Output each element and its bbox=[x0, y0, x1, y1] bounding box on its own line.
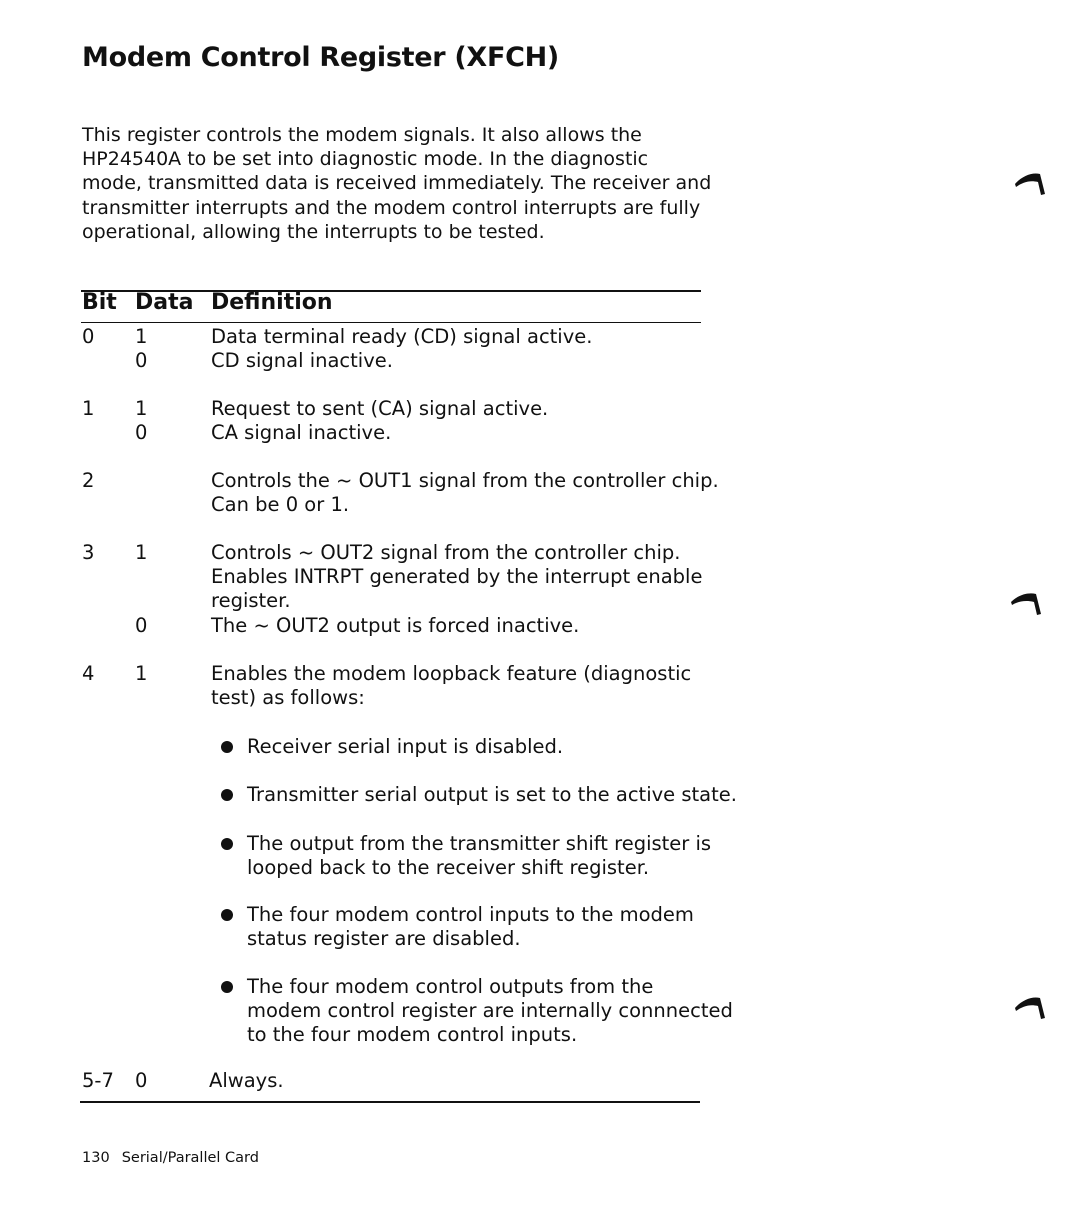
intro-paragraph bbox=[82, 123, 712, 244]
bullet-line: The four modem control inputs to the modem bbox=[247, 903, 694, 926]
bullet-icon bbox=[221, 981, 233, 993]
bullet-icon bbox=[221, 741, 233, 753]
definition-line: Enables INTRPT generated by the interrupt enable bbox=[211, 565, 703, 588]
cell-data: 0 bbox=[135, 349, 148, 372]
cell-data: 1 bbox=[135, 397, 148, 420]
cell-definition: Data terminal ready (CD) signal active. bbox=[211, 325, 593, 348]
bullet-line: Transmitter serial output is set to the active state. bbox=[247, 783, 737, 806]
table-header-rule bbox=[81, 322, 701, 323]
cell-definition: CA signal inactive. bbox=[211, 421, 392, 444]
definition-line: register. bbox=[211, 589, 291, 612]
bullet-icon bbox=[221, 838, 233, 850]
intro-line: transmitter interrupts and the modem control interrupts are fully bbox=[82, 196, 701, 219]
cell-bit: 3 bbox=[82, 541, 95, 564]
cell-definition: Always. bbox=[209, 1069, 284, 1092]
cell-data: 1 bbox=[135, 662, 148, 685]
cell-bit: 1 bbox=[82, 397, 95, 420]
table-bottom-rule bbox=[80, 1101, 700, 1103]
cell-bit: 4 bbox=[82, 662, 95, 685]
cell-bit: 5-7 bbox=[82, 1069, 114, 1092]
bullet-line: to the four modem control inputs. bbox=[247, 1023, 578, 1046]
definition-line: Controls the ~ OUT1 signal from the controller chip. bbox=[211, 469, 719, 492]
bullet-item bbox=[247, 975, 733, 1047]
cell-bit: 0 bbox=[82, 325, 95, 348]
section-name: Serial/Parallel Card bbox=[121, 1150, 259, 1166]
bullet-line: The output from the transmitter shift register is bbox=[247, 832, 712, 855]
cell-definition: Request to sent (CA) signal active. bbox=[211, 397, 549, 420]
bullet-item bbox=[247, 903, 694, 951]
bullet-icon bbox=[221, 789, 233, 801]
definition-line: Can be 0 or 1. bbox=[211, 493, 350, 516]
cell-data: 0 bbox=[135, 421, 148, 444]
bullet-item bbox=[247, 783, 737, 807]
page-number: 130 bbox=[82, 1150, 110, 1166]
definition-line: Enables the modem loopback feature (diagnostic bbox=[211, 662, 692, 685]
page-title: Modem Control Register (XFCH) bbox=[82, 42, 559, 73]
cell-definition: CD signal inactive. bbox=[211, 349, 393, 372]
bullet-line: modem control register are internally connnected bbox=[247, 999, 733, 1022]
cell-definition bbox=[211, 469, 719, 517]
cell-data: 1 bbox=[135, 541, 148, 564]
binding-mark-icon bbox=[1014, 170, 1046, 196]
intro-line: operational, allowing the interrupts to be tested. bbox=[82, 220, 545, 243]
cell-definition bbox=[211, 662, 691, 710]
bullet-item bbox=[247, 735, 563, 759]
definition-line: Controls ~ OUT2 signal from the controller chip. bbox=[211, 541, 681, 564]
header-definition: Definition bbox=[211, 290, 333, 315]
intro-line: mode, transmitted data is received immediately. The receiver and bbox=[82, 172, 712, 195]
intro-line: HP24540A to be set into diagnostic mode. In the diagnostic bbox=[82, 148, 649, 171]
cell-data: 1 bbox=[135, 325, 148, 348]
cell-bit: 2 bbox=[82, 469, 95, 492]
bullet-item bbox=[247, 832, 711, 880]
bullet-line: Receiver serial input is disabled. bbox=[247, 735, 564, 758]
cell-data: 0 bbox=[135, 1069, 148, 1092]
bullet-line: The four modem control outputs from the bbox=[247, 975, 654, 998]
cell-definition: The ~ OUT2 output is forced inactive. bbox=[211, 614, 580, 637]
intro-line: This register controls the modem signals. It also allows the bbox=[82, 124, 642, 146]
header-data: Data bbox=[135, 290, 194, 315]
cell-definition bbox=[211, 541, 702, 613]
page-footer bbox=[82, 1150, 259, 1166]
bullet-line: status register are disabled. bbox=[247, 927, 521, 950]
binding-mark-icon bbox=[1014, 994, 1046, 1020]
header-bit: Bit bbox=[82, 290, 117, 315]
bullet-line: looped back to the receiver shift register. bbox=[247, 856, 650, 879]
bullet-icon bbox=[221, 909, 233, 921]
binding-mark-icon bbox=[1010, 590, 1042, 616]
definition-line: test) as follows: bbox=[211, 686, 365, 709]
cell-data: 0 bbox=[135, 614, 148, 637]
